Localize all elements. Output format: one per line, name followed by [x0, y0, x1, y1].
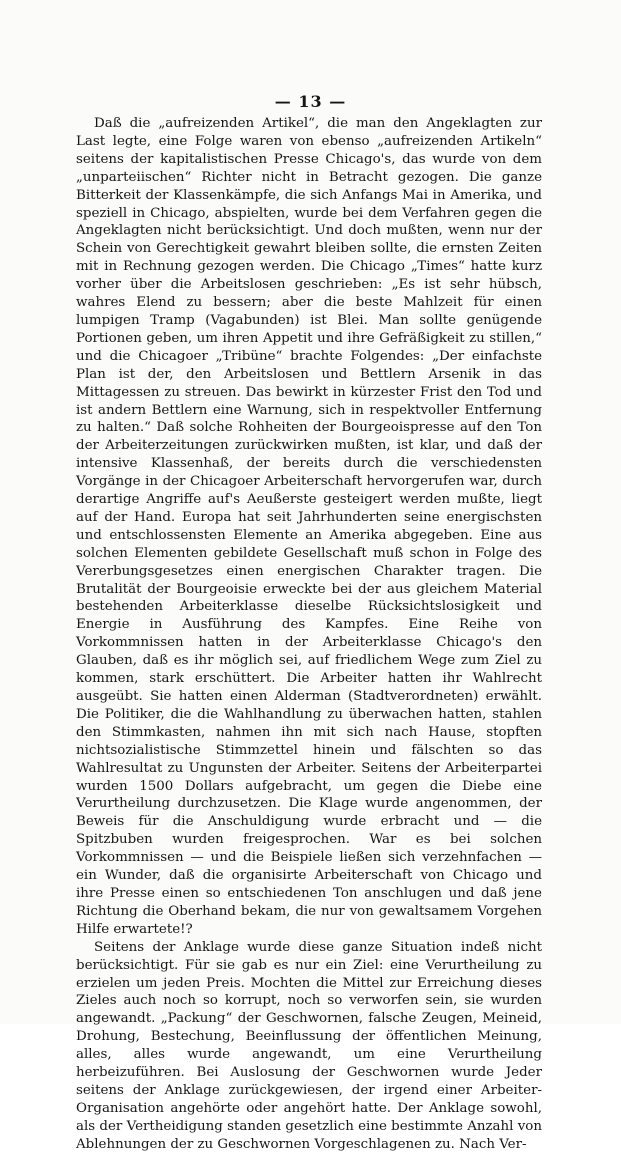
body-text — [76, 115, 542, 1154]
page-number: — 13 — — [274, 92, 347, 111]
paragraph-2: Seitens der Anklage wurde diese ganze Situation indeß nicht berücksichtigt. Für sie gab es nur ein Ziel: eine Verurtheilung zu erzielen um jeden Preis. Mochten die Mittel zur Erreichung dieses Zieles auch noch so korrupt, noch so verworfen sein, sie wurden angewandt. „Packung“ der Geschwornen, falsche Zeugen, Meineid, Drohung, Bestechung, Beeinflussung der öffentlichen Meinung, alles, alles wurde angewandt, um eine Verurtheilung herbeizuführen. Bei Auslosung der Geschwornen wurde Jeder seitens der Anklage zurückgewiesen, der irgend einer Arbeiter-Organisation angehörte oder angehört hatte. Der Anklage sowohl, als der Vertheidigung standen gesetzlich eine bestimmte Anzahl von Ablehnungen der zu Geschwornen Vorgeschlagenen zu. Nach Ver- — [76, 939, 542, 1152]
paragraph-1: Daß die „aufreizenden Artikel“, die man den Angeklagten zur Last legte, eine Folge waren von ebenso „aufreizenden Artikeln“ seitens der kapitalistischen Presse Chicago's, das wurde von dem „unparteiischen“ Richter nicht in Betracht gezogen. Die ganze Bitterkeit der Klassenkämpfe, die sich Anfangs Mai in Amerika, und speziell in Chicago, abspielten, wurde bei dem Verfahren gegen die Angeklagten nicht berücksichtigt. Und doch mußten, wenn nur der Schein von Gerechtigkeit gewahrt bleiben sollte, die ernsten Zeiten mit in Rechnung gezogen werden. Die Chicago „Times“ hatte kurz vorher über die Arbeitslosen geschrieben: „Es ist sehr hübsch, wahres Elend zu bessern; aber die beste Mahlzeit für einen lumpigen Tramp (Vagabunden) ist Blei. Man sollte genügende Portionen geben, um ihren Appetit und ihre Gefräßigkeit zu stillen,“ und die Chicagoer „Tribüne“ brachte Folgendes: „Der einfachste Plan ist der, den Arbeitslosen und Bettlern Arsenik in das Mittagessen zu streuen. Das bewirkt in kürzester Frist den Tod und ist andern Bettlern eine Warnung, sich in respektvoller Entfernung zu halten.“ Daß solche Rohheiten der Bourgeoispresse auf den Ton der Arbeiterzeitungen zurückwirken mußten, ist klar, und daß der intensive Klassenhaß, der bereits durch die verschiedensten Vorgänge in der Chicagoer Arbeiterschaft hervorgerufen war, durch derartige Angriffe auf's Aeußerste gesteigert werden mußte, liegt auf der Hand. Europa hat seit Jahrhunderten seine energischsten und entschlossensten Elemente an Amerika abgegeben. Eine aus solchen Elementen gebildete Gesellschaft muß schon in Folge des Vererbungsgesetzes einen energischen Charakter tragen. Die Brutalität der Bourgeoisie erweckte bei der aus gleichem Material bestehenden Arbeiterklasse dieselbe Rücksichtslosigkeit und Energie in Ausführung des Kampfes. Eine Reihe von Vorkommnissen hatten in der Arbeiterklasse Chicago's den Glauben, daß es ihr möglich sei, auf friedlichem Wege zum Ziel zu kommen, stark erschüttert. Die Arbeiter hatten ihr Wahlrecht ausgeübt. Sie hatten einen Alderman (Stadtverordneten) erwählt. Die Politiker, die die Wahlhandlung zu überwachen hatten, stahlen den Stimmkasten, nahmen ihn mit sich nach Hause, stopften nichtsozialistische Stimmzettel hinein und fälschten so das Wahlresultat zu Ungunsten der Arbeiter. Seitens der Arbeiterpartei wurden 1500 Dollars aufgebracht, um gegen die Diebe eine Verurtheilung durchzusetzen. Die Klage wurde angenommen, der Beweis für die Anschuldigung wurde erbracht und — die Spitzbuben wurden freigesprochen. War es bei solchen Vorkommnissen — und die Beispiele ließen sich verzehnfachen — ein Wunder, daß die organisirte Arbeiterschaft von Chicago und ihre Presse einen so entschiedenen Ton anschlugen und daß jene Richtung die Oberhand bekam, die nur von gewaltsamem Vorgehen Hilfe erwartete!? — [76, 116, 542, 937]
